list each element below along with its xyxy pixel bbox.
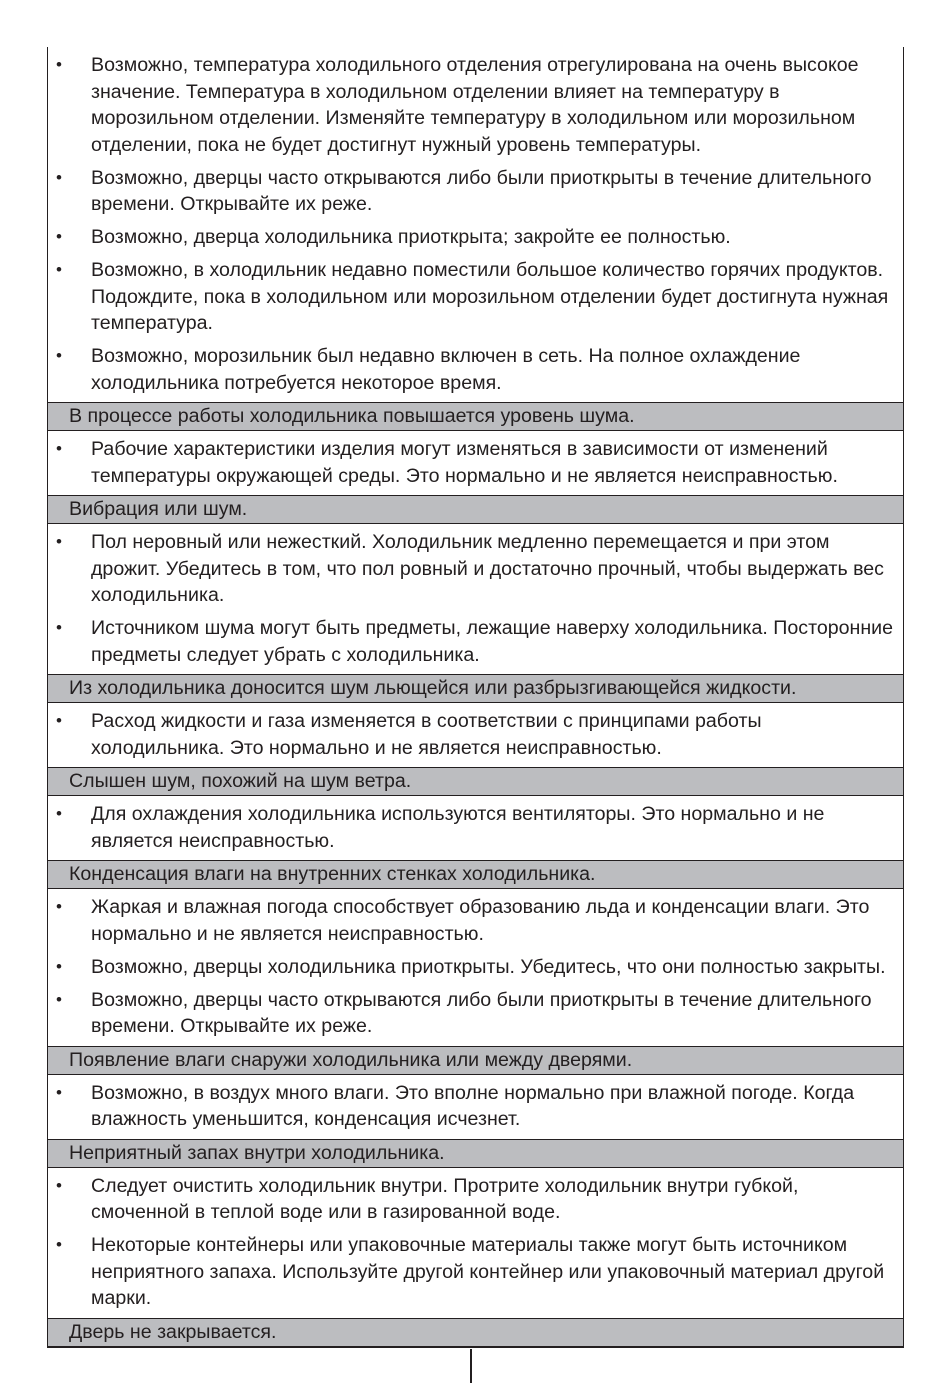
solution-item	[48, 987, 903, 1040]
problem-header: Неприятный запах внутри холодильника.	[48, 1139, 903, 1168]
solution-text: Возможно, в воздух много влаги. Это вполне нормально при влажной погоде. Когда влажность уменьшится, конденсация исчезнет.	[91, 1081, 855, 1130]
bullet-icon: •	[56, 897, 62, 916]
problem-header: Появление влаги снаружи холодильника или между дверями.	[48, 1046, 903, 1075]
solutions-section	[48, 1075, 903, 1139]
solution-item	[48, 894, 903, 947]
solutions-section	[48, 703, 903, 767]
bullet-icon: •	[56, 346, 62, 365]
solutions-section	[48, 796, 903, 860]
problem-header: В процессе работы холодильника повышается уровень шума.	[48, 402, 903, 431]
problem-header: Дверь не закрывается.	[48, 1318, 903, 1347]
solutions-section	[48, 524, 903, 674]
solutions-section	[48, 47, 903, 402]
solution-item	[48, 1232, 903, 1312]
bullet-icon: •	[56, 989, 62, 1009]
problem-header: Конденсация влаги на внутренних стенках холодильника.	[48, 860, 903, 889]
solution-text: Возможно, дверца холодильника приоткрыта; закройте ее полностью.	[91, 226, 731, 248]
problem-header: Слышен шум, похожий на шум ветра.	[48, 767, 903, 796]
solution-text: Возможно, в холодильник недавно поместили большое количество горячих продуктов. Подождите, пока в холодильном или морозильном отделении будет достигнута нужная температура.	[91, 259, 889, 334]
bullet-icon: •	[56, 167, 62, 187]
bullet-icon: •	[56, 1175, 62, 1195]
solution-item	[48, 801, 903, 854]
solution-text: Возможно, температура холодильного отделения отрегулирована на очень высокое значение. Температура в холодильном отделении влияет на температуру в морозильном отделении. Изменяйте температуру в холодильном или морозильном отделении, пока не будет достигнут нужный уровень температуры.	[91, 54, 859, 156]
bullet-icon: •	[56, 956, 62, 976]
solution-text: Некоторые контейнеры или упаковочные материалы также могут быть источником неприятного запаха. Используйте другой контейнер или упаковочный материал другой марки.	[91, 1234, 885, 1309]
solution-item	[48, 257, 903, 337]
solutions-section	[48, 889, 903, 1046]
bullet-icon: •	[56, 711, 62, 730]
solution-item	[48, 436, 903, 489]
bullet-icon: •	[56, 532, 62, 551]
bullet-icon: •	[56, 618, 62, 637]
solutions-section	[48, 431, 903, 495]
solution-text: Жаркая и влажная погода способствует образованию льда и конденсации влаги. Это нормально и не является неисправностью.	[91, 896, 870, 945]
bullet-icon: •	[56, 804, 62, 823]
solution-item	[48, 343, 903, 396]
solution-text: Возможно, морозильник был недавно включен в сеть. На полное охлаждение холодильника потребуется некоторое время.	[91, 345, 801, 394]
problem-header: Вибрация или шум.	[48, 495, 903, 524]
solution-text: Для охлаждения холодильника используются вентиляторы. Это нормально и не является неисправностью.	[91, 803, 825, 852]
solution-item	[48, 529, 903, 609]
bullet-icon: •	[56, 439, 62, 458]
solution-item	[48, 708, 903, 761]
solution-text: Возможно, дверцы часто открываются либо были приоткрыты в течение длительного времени. Открывайте их реже.	[91, 166, 872, 215]
solution-text: Источником шума могут быть предметы, лежащие наверху холодильника. Посторонние предметы следует убрать с холодильника.	[91, 617, 893, 666]
solution-text: Возможно, дверцы часто открываются либо были приоткрыты в течение длительного времени. Открывайте их реже.	[91, 988, 872, 1037]
solution-item	[48, 615, 903, 668]
solution-text: Расход жидкости и газа изменяется в соответствии с принципами работы холодильника. Это нормально и не является неисправностью.	[91, 710, 762, 759]
bullet-icon: •	[56, 260, 62, 279]
solution-text: Рабочие характеристики изделия могут изменяться в зависимости от изменений температуры окружающей среды. Это нормально и не является неисправностью.	[91, 438, 838, 487]
bullet-icon: •	[56, 1235, 62, 1254]
bullet-icon: •	[56, 55, 62, 74]
bullet-icon: •	[56, 227, 62, 246]
solution-item	[48, 224, 903, 251]
solution-item	[48, 954, 903, 981]
solution-text: Пол неровный или нежесткий. Холодильник медленно перемещается и при этом дрожит. Убедитесь в том, что пол ровный и достаточно прочный, чтобы выдержать вес холодильника.	[91, 531, 884, 606]
page-divider-mark	[470, 1349, 472, 1383]
solution-text: Следует очистить холодильник внутри. Протрите холодильник внутри губкой, смоченной в теплой воде или в газированной воде.	[91, 1174, 799, 1223]
solution-item	[48, 1080, 903, 1133]
problem-header: Из холодильника доносится шум льющейся или разбрызгивающейся жидкости.	[48, 674, 903, 703]
solution-item	[48, 165, 903, 218]
troubleshooting-table	[47, 47, 904, 1348]
solutions-section	[48, 1168, 903, 1318]
solution-item	[48, 1173, 903, 1226]
solution-item	[48, 52, 903, 158]
solution-text: Возможно, дверцы холодильника приоткрыты. Убедитесь, что они полностью закрыты.	[91, 955, 886, 978]
bullet-icon: •	[56, 1082, 62, 1102]
